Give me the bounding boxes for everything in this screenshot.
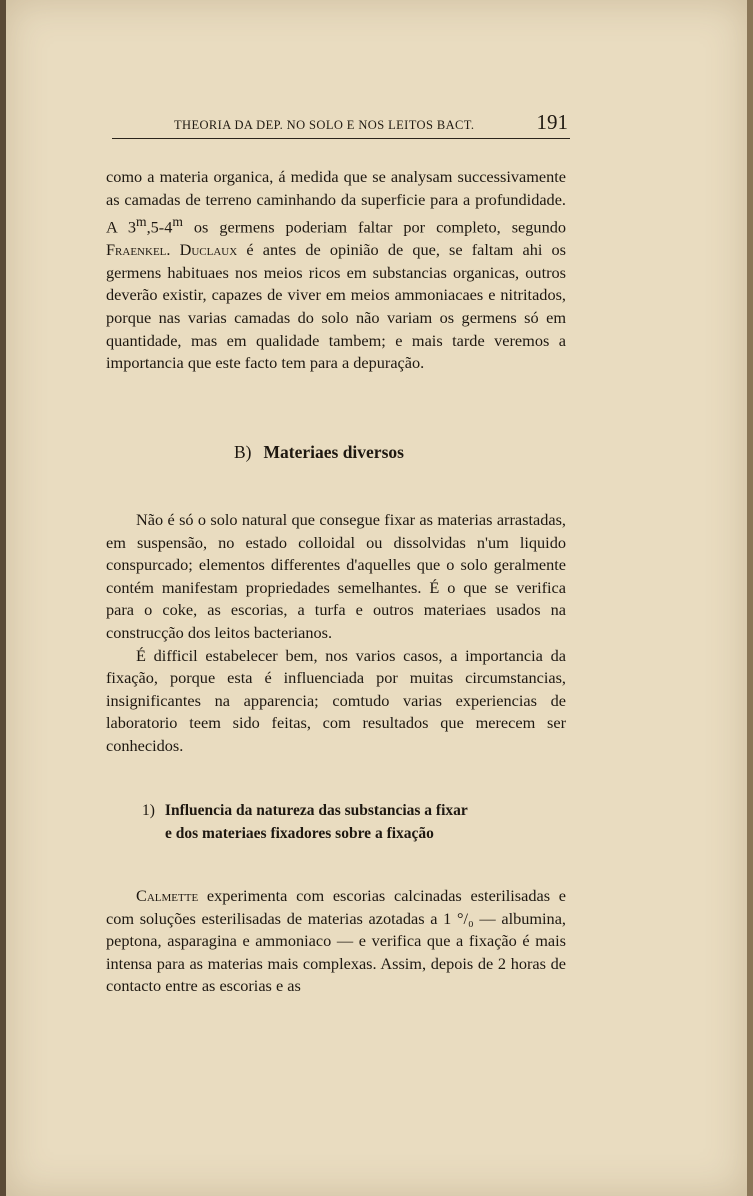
text-run: como a materia organica, á medida que se analysam successivamente as camadas de terreno caminhando da superficie para a profundidade. A 3 — [106, 167, 566, 237]
running-header — [112, 108, 570, 139]
author-name: Duclaux — [179, 240, 238, 260]
page-number: 191 — [536, 110, 568, 134]
section-label: B) — [234, 442, 252, 462]
text-run: é antes de opinião de que, se faltam ahi os germens habituaes nos meios ricos em substancias organicas, outros deverão existir, capazes de viver em meios ammoniacaes e nitritados, porque nas varias camadas do solo não variam os germens só em quantidade, mas em qualidade tambem; e mais tarde veremos a importancia que este facto tem para a depuração. — [106, 240, 567, 373]
superscript: m — [136, 214, 147, 230]
superscript: m — [172, 214, 183, 230]
section-1-body — [106, 885, 566, 998]
subsection-title-line1: Influencia da natureza das substancias a fixar — [164, 802, 468, 819]
section-heading-b — [234, 442, 404, 463]
paragraph-continued — [106, 166, 566, 375]
section-b-body — [106, 509, 566, 758]
subsection-label: 1) — [142, 802, 155, 819]
text-run: ,5-4 — [146, 217, 173, 237]
paragraph: É difficil estabelecer bem, nos varios casos, a importancia da fixação, porque esta é influenciada por muitas circumstancias, insignificantes na apparencia; comtudo varias experiencias de laboratorio teem sido feitas, com resultados que merecem ser conhecidos. — [106, 645, 566, 755]
author-name: Calmette — [136, 886, 199, 905]
text-run: os germens poderiam faltar por completo, segundo — [182, 217, 566, 237]
author-name: Fraenkel — [106, 240, 167, 260]
subsection-heading-1 — [142, 800, 542, 845]
paragraph: Não é só o solo natural que consegue fixar as materias arrastadas, em suspensão, no estado colloidal ou dissolvidas n'um liquido conspurcado; elementos differentes d'aquelles que o solo geralmente contém manifestam propriedades semelhantes. É o que se verifica para o coke, as escorias, a turfa e outros materiaes usados na construcção dos leitos bacterianos. — [106, 510, 566, 642]
text-run: . — [166, 240, 180, 260]
subsection-title-line2: e dos materiaes fixadores sobre a fixação — [165, 824, 434, 842]
text-run: experimenta com escorias calcinadas esterilisadas e com soluções esterilisadas de materias azotadas a 1 °/₀ — albumina, peptona, asparagina e ammoniaco — e verifica que a fixação é mais intensa para as materias mais complexas. Assim, depois de 2 horas de contacto entre as escorias e as — [106, 886, 566, 996]
book-edge-right — [747, 0, 753, 1196]
running-title: THEORIA DA DEP. NO SOLO E NOS LEITOS BACT. — [174, 118, 475, 132]
section-title: Materiaes diversos — [263, 442, 404, 462]
paragraph — [106, 166, 566, 375]
paragraph — [106, 885, 566, 998]
